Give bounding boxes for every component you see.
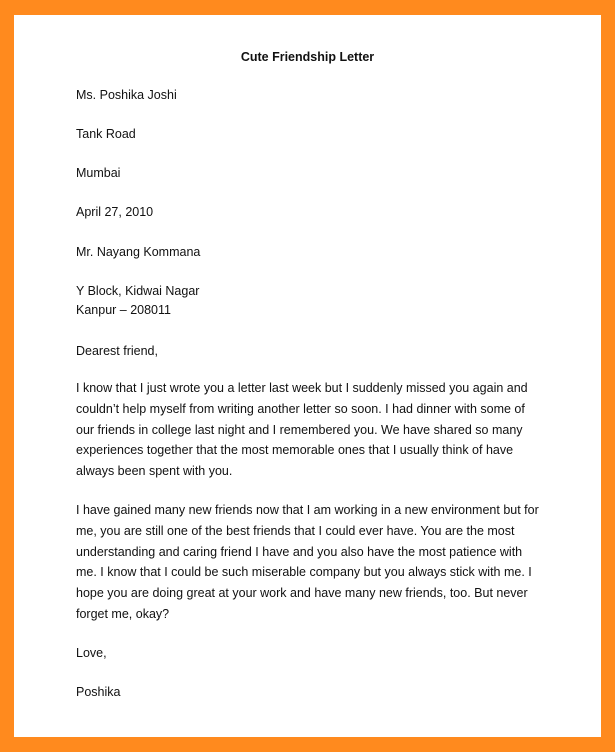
letter-date: April 27, 2010 xyxy=(76,205,154,219)
closing: Love, xyxy=(76,646,107,660)
recipient-address-line2: Kanpur – 208011 xyxy=(76,303,171,317)
paragraph-line: forget me, okay? xyxy=(76,606,170,621)
paragraph-line: me. I know that I could be such miserable company but you always stick with me. I xyxy=(76,565,532,580)
body-paragraph-2 xyxy=(76,500,539,625)
paragraph-line: our friends in college last night and I remembered you. We have shared so many xyxy=(76,422,523,437)
salutation: Dearest friend, xyxy=(76,344,158,358)
paragraph-line: I know that I just wrote you a letter last week but I suddenly missed you again and xyxy=(76,381,528,395)
paragraph-line: I have gained many new friends now that I am working in a new environment but for xyxy=(76,503,539,517)
document-title: Cute Friendship Letter xyxy=(240,50,375,64)
recipient-name: Mr. Nayang Kommana xyxy=(76,245,201,259)
sender-street: Tank Road xyxy=(76,127,136,141)
paragraph-line: me, you are still one of the best friends that I could ever have. You are the most xyxy=(76,523,515,538)
paragraph-line: hope you are doing great at your work and have many new friends, too. But never xyxy=(76,586,528,601)
sender-name: Ms. Poshika Joshi xyxy=(76,88,177,102)
paragraph-line: understanding and caring friend I have and you also have the most patience with xyxy=(76,544,523,559)
paragraph-line: always been spent with you. xyxy=(76,464,233,479)
signature: Poshika xyxy=(76,685,121,699)
paragraph-line: couldn’t help myself from writing another letter so soon. I had dinner with some of xyxy=(76,401,525,416)
sender-city: Mumbai xyxy=(76,166,121,180)
paragraph-line: experiences together that the most memorable ones that I usually think of have xyxy=(76,443,514,458)
recipient-address-line1: Y Block, Kidwai Nagar xyxy=(76,284,200,298)
body-paragraph-1 xyxy=(76,378,528,482)
